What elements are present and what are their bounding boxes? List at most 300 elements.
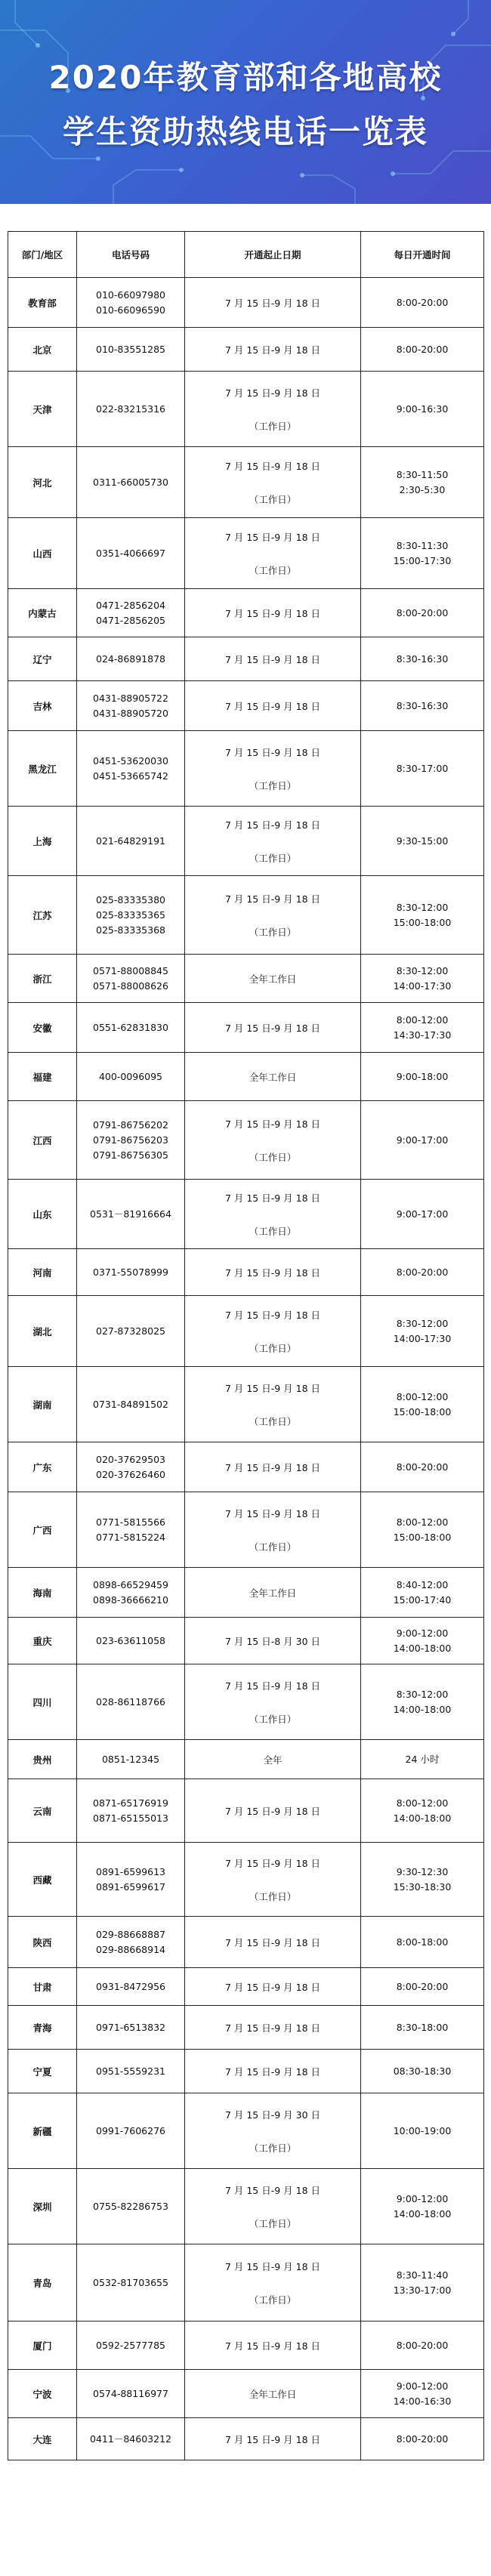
- cell-region: 云南: [8, 1779, 77, 1843]
- spacer: [185, 2197, 360, 2217]
- cell-phone: [77, 1180, 185, 1249]
- cell-dates: [185, 876, 361, 955]
- time-range: 8:00-20:00: [396, 1980, 449, 1992]
- cell-dates: [185, 2093, 361, 2169]
- cell-time: [361, 1249, 484, 1296]
- cell-time: [361, 447, 484, 518]
- date-range: 全年工作日: [249, 1587, 297, 1599]
- time-range: 8:30-11:40: [396, 2269, 449, 2281]
- cell-dates: [185, 1003, 361, 1053]
- phone-number: 028-86118766: [96, 1695, 165, 1708]
- workday-note: （工作日）: [249, 493, 297, 505]
- spacer: [185, 905, 360, 925]
- title-banner: [0, 0, 491, 204]
- cell-phone: [77, 372, 185, 447]
- date-range: 7 月 15 日-9 月 18 日: [224, 1118, 321, 1130]
- cell-phone: [77, 1968, 185, 2006]
- time-range: 8:30-12:00: [396, 1317, 449, 1329]
- time-range: 8:30-17:00: [396, 762, 449, 774]
- phone-number: 0574-88116977: [93, 2387, 168, 2399]
- phone-number: 0371-55078999: [93, 1266, 168, 1278]
- phone-number: 010-66097980: [96, 288, 165, 301]
- cell-region: 广东: [8, 1442, 77, 1492]
- table-row: [8, 2093, 484, 2169]
- phone-number: 0951-5559231: [96, 2065, 165, 2077]
- date-range: 7 月 15 日-9 月 18 日: [224, 607, 321, 619]
- cell-region: 上海: [8, 807, 77, 876]
- cell-time: [361, 876, 484, 955]
- time-range: 9:00-18:00: [396, 1070, 449, 1082]
- table-row: [8, 1003, 484, 1053]
- cell-dates: [185, 1968, 361, 2006]
- table-row: [8, 518, 484, 589]
- header-phone: 电话号码: [77, 232, 185, 278]
- date-range: 7 月 15 日-9 月 18 日: [224, 2260, 321, 2272]
- time-range: 9:30-12:30: [396, 1865, 449, 1877]
- cell-region: 浙江: [8, 955, 77, 1003]
- spacer: [185, 1692, 360, 1712]
- cell-phone: [77, 1618, 185, 1664]
- time-range: 14:00-17:30: [393, 1332, 452, 1344]
- date-range: 7 月 15 日-9 月 18 日: [224, 1981, 321, 1993]
- cell-time: [361, 1053, 484, 1101]
- cell-region: 大连: [8, 2418, 77, 2460]
- date-range: 7 月 15 日-9 月 18 日: [224, 2065, 321, 2078]
- phone-number: 0411－84603212: [90, 2433, 171, 2445]
- table-row: [8, 1968, 484, 2006]
- cell-dates: [185, 807, 361, 876]
- cell-time: [361, 2169, 484, 2244]
- cell-dates: [185, 955, 361, 1003]
- cell-time: [361, 681, 484, 731]
- cell-time: [361, 1367, 484, 1442]
- cell-region: 北京: [8, 328, 77, 372]
- cell-time: [361, 278, 484, 328]
- cell-region: 甘肃: [8, 1968, 77, 2006]
- date-range: 全年: [263, 1754, 283, 1766]
- cell-region: 河北: [8, 447, 77, 518]
- cell-phone: [77, 2093, 185, 2169]
- cell-time: [361, 1843, 484, 1917]
- date-range: 7 月 15 日-9 月 18 日: [224, 460, 321, 472]
- phone-number: 0898-66529459: [93, 1578, 168, 1590]
- cell-region: 河南: [8, 1249, 77, 1296]
- time-range: 9:00-12:00: [396, 2380, 449, 2392]
- spacer: [185, 1870, 360, 1890]
- phone-number: 0791-86756305: [93, 1149, 168, 1161]
- table-row: [8, 731, 484, 807]
- cell-phone: [77, 2050, 185, 2093]
- cell-time: [361, 1492, 484, 1568]
- phone-number: 0871-65155013: [93, 1812, 168, 1824]
- date-range: 7 月 15 日-9 月 30 日: [224, 2109, 321, 2121]
- time-range: 9:00-12:00: [396, 1627, 449, 1639]
- date-range: 7 月 15 日-9 月 18 日: [224, 819, 321, 831]
- cell-region: 安徽: [8, 1003, 77, 1053]
- phone-number: 0891-6599613: [96, 1865, 165, 1877]
- date-range: 7 月 15 日-9 月 18 日: [224, 297, 321, 309]
- cell-region: 天津: [8, 372, 77, 447]
- phone-number: 0351-4066697: [96, 547, 165, 559]
- table-row: [8, 876, 484, 955]
- time-range: 8:30-12:00: [396, 964, 449, 976]
- cell-dates: [185, 1101, 361, 1180]
- phone-number: 024-86891878: [96, 652, 165, 665]
- cell-time: [361, 518, 484, 589]
- phone-number: 010-83551285: [96, 343, 165, 355]
- time-range: 15:00-17:30: [393, 554, 452, 566]
- cell-phone: [77, 1249, 185, 1296]
- table-row: [8, 955, 484, 1003]
- phone-number: 0898-36666210: [93, 1593, 168, 1606]
- time-range: 8:00-20:00: [396, 2433, 449, 2445]
- table-row: [8, 1296, 484, 1367]
- date-range: 7 月 15 日-9 月 18 日: [224, 1192, 321, 1204]
- cell-time: [361, 731, 484, 807]
- phone-number: 0991-7606276: [96, 2124, 165, 2136]
- phone-number: 025-83335365: [96, 909, 165, 921]
- date-range: 全年工作日: [249, 1071, 297, 1083]
- time-range: 9:00-17:00: [396, 1208, 449, 1220]
- time-range: 8:00-12:00: [396, 1390, 449, 1402]
- spacer: [185, 544, 360, 563]
- time-range: 14:00-18:00: [393, 1703, 452, 1715]
- time-range: 8:00-18:00: [396, 1936, 449, 1948]
- table-row: [8, 681, 484, 731]
- cell-region: 福建: [8, 1053, 77, 1101]
- phone-number: 023-63611058: [96, 1634, 165, 1646]
- spacer: [185, 1520, 360, 1540]
- date-range: 7 月 15 日-9 月 18 日: [224, 1461, 321, 1473]
- cell-time: [361, 2244, 484, 2321]
- phone-number: 0571-88008626: [93, 979, 168, 992]
- cell-time: [361, 1101, 484, 1180]
- phone-number: 0531－81916664: [90, 1208, 171, 1220]
- cell-dates: [185, 1568, 361, 1618]
- phone-number: 029-88668914: [96, 1943, 165, 1955]
- table-row: [8, 637, 484, 681]
- time-range: 9:00-12:00: [396, 2192, 449, 2204]
- table-row: [8, 2244, 484, 2321]
- cell-region: 西藏: [8, 1843, 77, 1917]
- cell-phone: [77, 1843, 185, 1917]
- date-range: 7 月 15 日-9 月 18 日: [224, 2022, 321, 2034]
- cell-region: 广西: [8, 1492, 77, 1568]
- cell-region: 湖北: [8, 1296, 77, 1367]
- time-range: 8:30-12:00: [396, 901, 449, 913]
- workday-note: （工作日）: [249, 1713, 297, 1725]
- time-range: 14:00-16:30: [393, 2395, 452, 2407]
- cell-dates: [185, 1618, 361, 1664]
- time-range: 8:40-12:00: [396, 1578, 449, 1590]
- date-range: 7 月 15 日-9 月 18 日: [224, 1382, 321, 1394]
- cell-dates: [185, 1180, 361, 1249]
- cell-phone: [77, 1568, 185, 1618]
- cell-phone: [77, 1492, 185, 1568]
- cell-time: [361, 2006, 484, 2050]
- time-range: 14:00-18:00: [393, 2207, 452, 2220]
- cell-phone: [77, 1740, 185, 1779]
- cell-phone: [77, 518, 185, 589]
- cell-dates: [185, 2370, 361, 2418]
- phone-number: 0791-86756203: [93, 1134, 168, 1146]
- cell-phone: [77, 1442, 185, 1492]
- cell-time: [361, 1442, 484, 1492]
- cell-time: [361, 328, 484, 372]
- cell-phone: [77, 1296, 185, 1367]
- cell-region: 重庆: [8, 1618, 77, 1664]
- cell-dates: [185, 1664, 361, 1740]
- cell-phone: [77, 447, 185, 518]
- cell-region: 江西: [8, 1101, 77, 1180]
- date-range: 7 月 15 日-9 月 18 日: [224, 2184, 321, 2196]
- cell-region: 吉林: [8, 681, 77, 731]
- phone-number: 0431-88905722: [93, 692, 168, 704]
- cell-dates: [185, 2244, 361, 2321]
- cell-region: 宁夏: [8, 2050, 77, 2093]
- page-title-line1: 2020年教育部和各地高校: [48, 59, 443, 96]
- table-row: [8, 1740, 484, 1779]
- cell-time: [361, 372, 484, 447]
- cell-region: 辽宁: [8, 637, 77, 681]
- cell-dates: [185, 1843, 361, 1917]
- table-row: [8, 328, 484, 372]
- time-range: 8:00-20:00: [396, 1266, 449, 1278]
- time-range: 8:30-11:50: [396, 468, 449, 480]
- cell-dates: [185, 637, 361, 681]
- page-title-line2: 学生资助热线电话一览表: [62, 113, 428, 150]
- cell-phone: [77, 1101, 185, 1180]
- hotline-table: [8, 231, 484, 2460]
- cell-dates: [185, 372, 361, 447]
- table-row: [8, 2370, 484, 2418]
- spacer: [185, 2273, 360, 2293]
- date-range: 7 月 15 日-9 月 18 日: [224, 1022, 321, 1034]
- phone-number: 0791-86756202: [93, 1118, 168, 1131]
- cell-dates: [185, 328, 361, 372]
- table-row: [8, 1101, 484, 1180]
- cell-time: [361, 589, 484, 637]
- time-range: 10:00-19:00: [393, 2124, 452, 2136]
- time-range: 8:00-12:00: [396, 1516, 449, 1528]
- cell-phone: [77, 876, 185, 955]
- header-dates: 开通起止日期: [185, 232, 361, 278]
- time-range: 13:30-17:00: [393, 2284, 452, 2296]
- date-range: 7 月 15 日-9 月 18 日: [224, 700, 321, 712]
- phone-number: 0451-53620030: [93, 754, 168, 767]
- cell-region: 深圳: [8, 2169, 77, 2244]
- spacer: [185, 473, 360, 492]
- workday-note: （工作日）: [249, 2294, 297, 2306]
- date-range: 7 月 15 日-9 月 18 日: [224, 1805, 321, 1817]
- cell-phone: [77, 278, 185, 328]
- phone-number: 0451-53665742: [93, 770, 168, 782]
- spacer: [185, 1131, 360, 1150]
- table-row: [8, 1249, 484, 1296]
- time-range: 8:30-16:30: [396, 652, 449, 665]
- cell-dates: [185, 589, 361, 637]
- time-range: 8:00-20:00: [396, 606, 449, 619]
- phone-number: 025-83335380: [96, 893, 165, 905]
- table-row: [8, 589, 484, 637]
- phone-number: 0971-6513832: [96, 2021, 165, 2033]
- cell-phone: [77, 1053, 185, 1101]
- header-time: 每日开通时间: [361, 232, 484, 278]
- table-body: [8, 232, 484, 2460]
- cell-time: [361, 1968, 484, 2006]
- cell-dates: [185, 2006, 361, 2050]
- phone-number: 0592-2577785: [96, 2339, 165, 2351]
- workday-note: （工作日）: [249, 1342, 297, 1354]
- cell-time: [361, 1664, 484, 1740]
- table-row: [8, 1492, 484, 1568]
- time-range: 8:00-20:00: [396, 1461, 449, 1473]
- phone-number: 020-37629503: [96, 1453, 165, 1465]
- cell-dates: [185, 1740, 361, 1779]
- cell-dates: [185, 2418, 361, 2460]
- time-range: 8:30-18:00: [396, 2021, 449, 2033]
- date-range: 7 月 15 日-9 月 18 日: [224, 1936, 321, 1948]
- workday-note: （工作日）: [249, 1541, 297, 1553]
- cell-region: 厦门: [8, 2321, 77, 2370]
- table-row: [8, 2321, 484, 2370]
- date-range: 全年工作日: [249, 2388, 297, 2400]
- table-row: [8, 1053, 484, 1101]
- table-row: [8, 372, 484, 447]
- phone-number: 0755-82286753: [93, 2200, 168, 2212]
- phone-number: 0551-62831830: [93, 1021, 168, 1033]
- cell-time: [361, 1568, 484, 1618]
- cell-time: [361, 637, 484, 681]
- cell-phone: [77, 1917, 185, 1968]
- time-range: 8:00-12:00: [396, 1013, 449, 1026]
- cell-region: 山西: [8, 518, 77, 589]
- spacer: [185, 400, 360, 419]
- phone-number: 0931-8472956: [96, 1980, 165, 1992]
- workday-note: （工作日）: [249, 852, 297, 864]
- table-row: [8, 1442, 484, 1492]
- cell-dates: [185, 1492, 361, 1568]
- phone-number: 400-0096095: [98, 1070, 163, 1082]
- time-range: 14:00-18:00: [393, 1642, 452, 1654]
- time-range: 8:30-11:30: [396, 539, 449, 551]
- phone-number: 010-66096590: [96, 304, 165, 316]
- spacer: [185, 1395, 360, 1414]
- cell-time: [361, 1618, 484, 1664]
- cell-phone: [77, 328, 185, 372]
- time-range: 9:00-17:00: [396, 1134, 449, 1146]
- table-row: [8, 807, 484, 876]
- phone-number: 025-83335368: [96, 924, 165, 936]
- date-range: 7 月 15 日-9 月 18 日: [224, 1309, 321, 1321]
- date-range: 7 月 15 日-9 月 18 日: [224, 531, 321, 543]
- time-range: 8:00-20:00: [396, 343, 449, 355]
- time-range: 14:30-17:30: [393, 1029, 452, 1041]
- time-range: 24 小时: [405, 1753, 440, 1765]
- table-row: [8, 1568, 484, 1618]
- cell-time: [361, 2093, 484, 2169]
- cell-dates: [185, 1442, 361, 1492]
- cell-dates: [185, 681, 361, 731]
- table-row: [8, 447, 484, 518]
- time-range: 15:00-18:00: [393, 1531, 452, 1543]
- cell-dates: [185, 278, 361, 328]
- cell-time: [361, 955, 484, 1003]
- phone-number: 0471-2856205: [96, 614, 165, 626]
- cell-phone: [77, 637, 185, 681]
- cell-dates: [185, 731, 361, 807]
- cell-region: 宁波: [8, 2370, 77, 2418]
- cell-region: 青海: [8, 2006, 77, 2050]
- cell-dates: [185, 1367, 361, 1442]
- cell-region: 海南: [8, 1568, 77, 1618]
- cell-time: [361, 2321, 484, 2370]
- date-range: 7 月 15 日-8 月 30 日: [224, 1635, 321, 1647]
- phone-number: 0731-84891502: [93, 1398, 168, 1410]
- date-range: 全年工作日: [249, 973, 297, 985]
- date-range: 7 月 15 日-9 月 18 日: [224, 1857, 321, 1869]
- date-range: 7 月 15 日-9 月 18 日: [224, 1266, 321, 1279]
- cell-time: [361, 1740, 484, 1779]
- phone-number: 0891-6599617: [96, 1880, 165, 1893]
- cell-time: [361, 2050, 484, 2093]
- time-range: 14:00-17:30: [393, 979, 452, 992]
- table-row: [8, 2169, 484, 2244]
- cell-time: [361, 1296, 484, 1367]
- time-range: 9:00-16:30: [396, 403, 449, 415]
- workday-note: （工作日）: [249, 1890, 297, 1902]
- table-row: [8, 2050, 484, 2093]
- time-range: 8:00-12:00: [396, 1797, 449, 1809]
- spacer: [185, 1322, 360, 1341]
- cell-time: [361, 1180, 484, 1249]
- cell-region: 四川: [8, 1664, 77, 1740]
- cell-time: [361, 2370, 484, 2418]
- cell-region: 江苏: [8, 876, 77, 955]
- table-row: [8, 1180, 484, 1249]
- hotline-table-container: [8, 231, 483, 2460]
- phone-number: 022-83215316: [96, 403, 165, 415]
- table-row: [8, 1618, 484, 1664]
- cell-phone: [77, 807, 185, 876]
- phone-number: 0311-66005730: [93, 476, 168, 488]
- cell-phone: [77, 1664, 185, 1740]
- phone-number: 0571-88008845: [93, 964, 168, 976]
- cell-dates: [185, 1249, 361, 1296]
- date-range: 7 月 15 日-9 月 18 日: [224, 1680, 321, 1692]
- cell-dates: [185, 2050, 361, 2093]
- table-row: [8, 1664, 484, 1740]
- cell-phone: [77, 1779, 185, 1843]
- table-row: [8, 2418, 484, 2460]
- time-range: 14:00-18:00: [393, 1812, 452, 1824]
- cell-dates: [185, 1917, 361, 1968]
- cell-time: [361, 2418, 484, 2460]
- cell-region: 教育部: [8, 278, 77, 328]
- time-range: 8:30-12:00: [396, 1688, 449, 1700]
- time-range: 15:00-18:00: [393, 916, 452, 928]
- phone-number: 0871-65176919: [93, 1797, 168, 1809]
- workday-note: （工作日）: [249, 1151, 297, 1163]
- date-range: 7 月 15 日-9 月 18 日: [224, 2340, 321, 2352]
- table-row: [8, 278, 484, 328]
- date-range: 7 月 15 日-9 月 18 日: [224, 653, 321, 665]
- cell-dates: [185, 518, 361, 589]
- phone-number: 0471-2856204: [96, 599, 165, 611]
- phone-number: 0431-88905720: [93, 707, 168, 719]
- table-header-row: [8, 232, 484, 278]
- cell-phone: [77, 955, 185, 1003]
